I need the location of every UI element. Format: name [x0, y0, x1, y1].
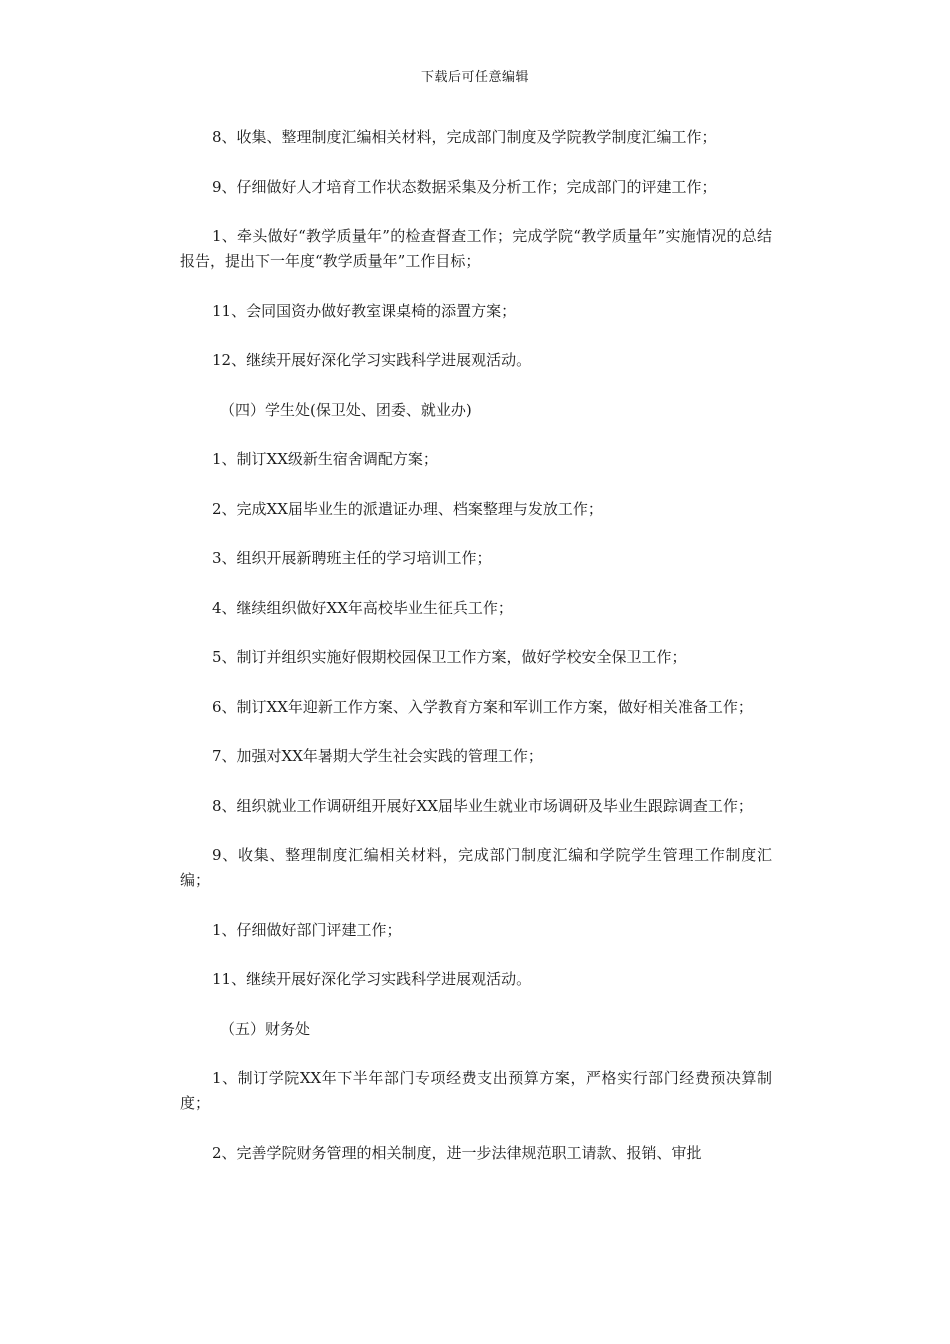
paragraph: 1、制订学院XX年下半年部门专项经费支出预算方案，严格实行部门经费预决算制度；	[180, 1069, 772, 1112]
paragraph: 7、加强对XX年暑期大学生社会实践的管理工作；	[212, 747, 543, 765]
paragraph: 4、继续组织做好XX年高校毕业生征兵工作；	[212, 598, 513, 617]
paragraph: 11、继续开展好深化学习实践科学进展观活动。	[212, 970, 532, 988]
section-heading: （四）学生处(保卫处、团委、就业办)	[220, 400, 472, 419]
paragraph: 8、组织就业工作调研组开展好XX届毕业生就业市场调研及毕业生跟踪调查工作；	[212, 796, 753, 815]
paragraph: 1、牵头做好“教学质量年”的检查督查工作；完成学院“教学质量年”实施情况的总结报告，提出下一年度“教学质量年”工作目标；	[180, 227, 772, 270]
paragraph: 5、制订并组织实施好假期校园保卫工作方案，做好学校安全保卫工作；	[212, 648, 687, 666]
page-header: 下载后可任意编辑	[420, 70, 529, 85]
paragraph: 6、制订XX年迎新工作方案、入学教育方案和军训工作方案，做好相关准备工作；	[212, 697, 753, 716]
section-heading: （五）财务处	[220, 1019, 311, 1038]
paragraph: 9、收集、整理制度汇编相关材料，完成部门制度汇编和学院学生管理工作制度汇编；	[180, 846, 772, 889]
paragraph: 2、完善学院财务管理的相关制度，进一步法律规范职工请款、报销、审批	[212, 1143, 702, 1162]
paragraph: 12、继续开展好深化学习实践科学进展观活动。	[212, 351, 532, 369]
paragraph: 9、仔细做好人才培育工作状态数据采集及分析工作；完成部门的评建工作；	[212, 177, 717, 196]
paragraph: 1、制订XX级新生宿舍调配方案；	[212, 450, 438, 468]
paragraph: 8、收集、整理制度汇编相关材料，完成部门制度及学院教学制度汇编工作；	[212, 128, 717, 146]
paragraph: 11、会同国资办做好教室课桌椅的添置方案；	[212, 301, 517, 320]
paragraph: 2、完成XX届毕业生的派遣证办理、档案整理与发放工作；	[212, 499, 603, 518]
paragraph: 3、组织开展新聘班主任的学习培训工作；	[212, 549, 492, 567]
document-body	[180, 125, 772, 1190]
paragraph: 1、仔细做好部门评建工作；	[212, 920, 402, 939]
